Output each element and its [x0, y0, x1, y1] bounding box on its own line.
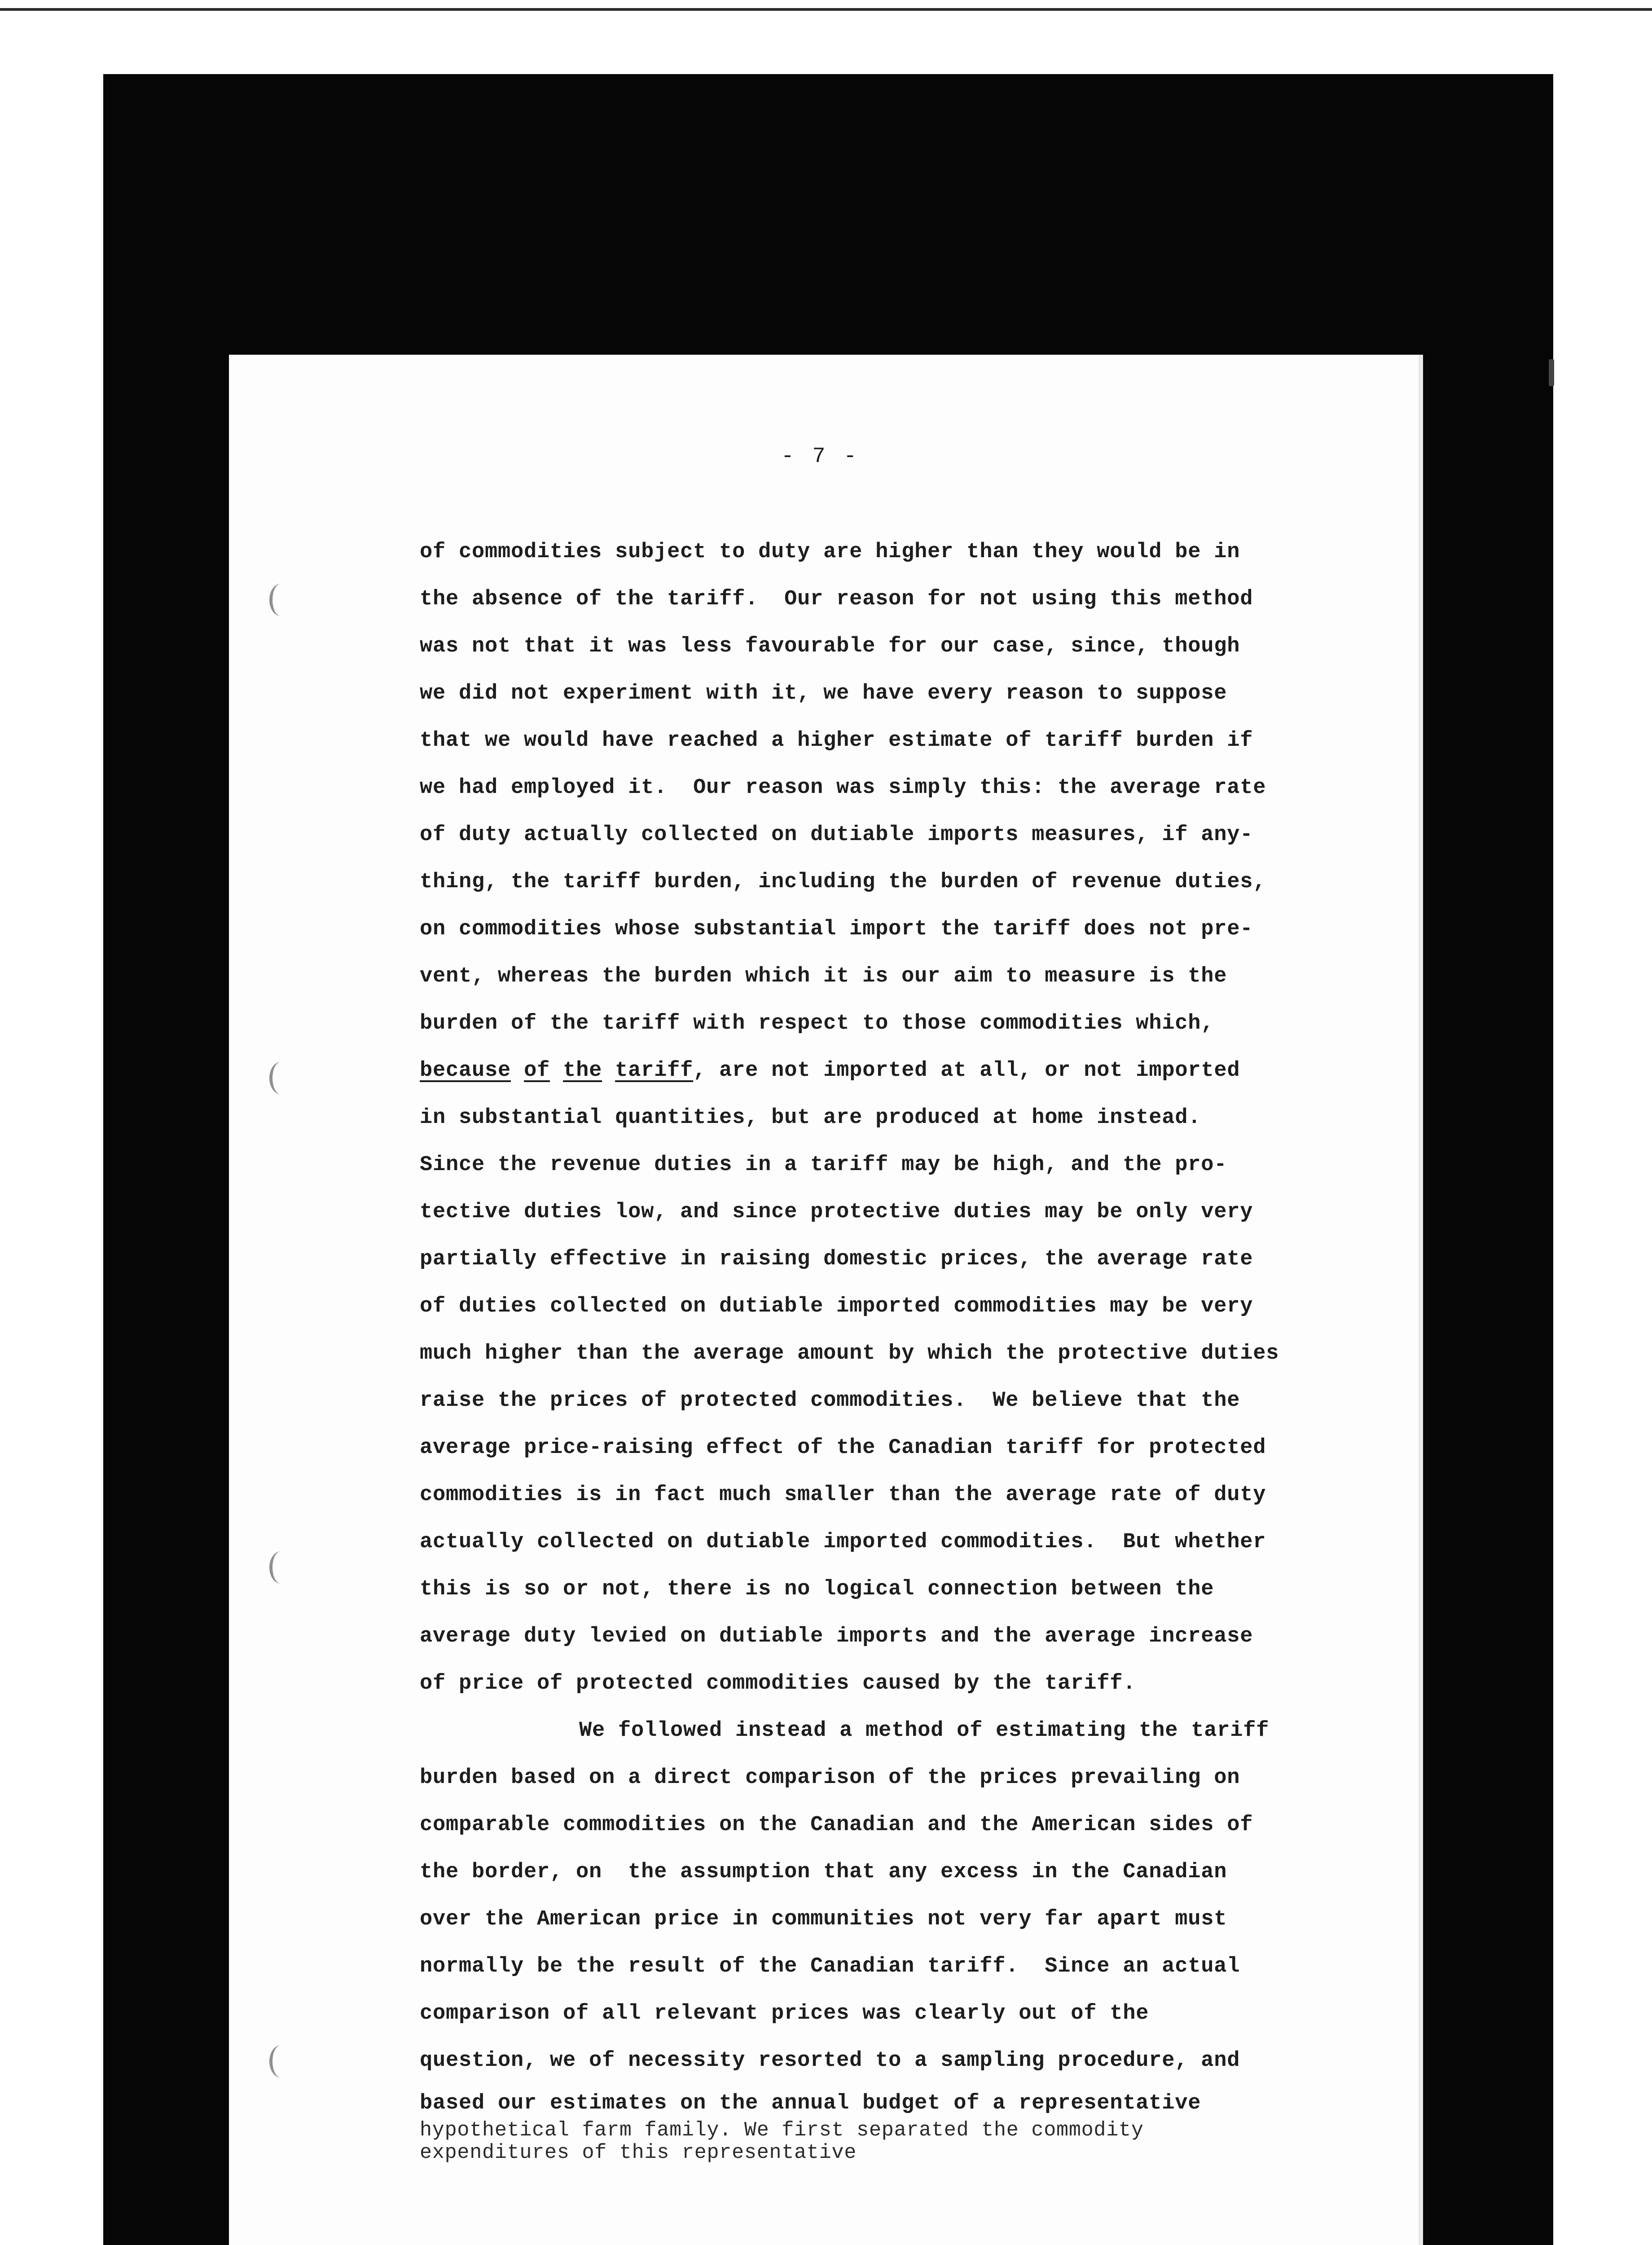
paragraph-start-line: We followed instead a method of estimating the tariff — [579, 1719, 1270, 1743]
text-line: vent, whereas the burden which it is our aim to measure is the — [420, 964, 1227, 988]
text-line: commodities is in fact much smaller than the average rate of duty — [420, 1483, 1266, 1507]
text-line: normally be the result of the Canadian tariff. Since an actual — [420, 1954, 1240, 1978]
text-line: comparison of all relevant prices was clearly out of the — [420, 2002, 1149, 2025]
line-remainder: , are not imported at all, or not imported — [693, 1059, 1240, 1083]
text-line: the absence of the tariff. Our reason for not using this method — [420, 587, 1253, 611]
text-line: was not that it was less favourable for our case, since, though — [420, 634, 1240, 658]
text-line: hypothetical farm family. We first separated the commodity — [420, 2119, 1144, 2142]
text-line: average duty levied on dutiable imports and the average increase — [420, 1624, 1253, 1648]
text-line: Since the revenue duties in a tariff may be high, and the pro- — [420, 1153, 1227, 1177]
punch-hole-icon — [269, 2045, 292, 2078]
text-line: expenditures of this representative — [420, 2141, 857, 2164]
text-line: much higher than the average amount by which the protective duties — [420, 1342, 1279, 1365]
text-line: thing, the tariff burden, including the burden of revenue duties, — [420, 870, 1266, 894]
text-line: this is so or not, there is no logical connection between the — [420, 1577, 1214, 1601]
film-edge-line — [0, 8, 1652, 11]
underlined-word: because — [420, 1059, 511, 1083]
text-line: on commodities whose substantial import the tariff does not pre- — [420, 917, 1253, 941]
text-line: we had employed it. Our reason was simply this: the average rate — [420, 776, 1266, 800]
punch-hole-icon — [269, 1062, 292, 1094]
page-edge — [1419, 355, 1423, 2245]
punch-hole-icon — [269, 1551, 292, 1584]
text-line: of price of protected commodities caused by the tariff. — [420, 1672, 1136, 1695]
underlined-word: tariff — [615, 1059, 694, 1083]
text-line: partially effective in raising domestic prices, the average rate — [420, 1247, 1253, 1271]
text-line: average price-raising effect of the Canadian tariff for protected — [420, 1436, 1266, 1460]
text-line: over the American price in communities not very far apart must — [420, 1907, 1227, 1931]
text-line: of duty actually collected on dutiable imports measures, if any- — [420, 823, 1253, 847]
text-line: burden of the tariff with respect to those commodities which, — [420, 1012, 1214, 1035]
text-line-underlined — [420, 1057, 1240, 1084]
underlined-word: of — [524, 1059, 550, 1083]
text-line: raise the prices of protected commodities. We believe that the — [420, 1389, 1240, 1413]
page-number: - 7 - — [781, 445, 860, 469]
text-line: comparable commodities on the Canadian and the American sides of — [420, 1813, 1253, 1837]
punch-hole-icon — [269, 584, 292, 616]
text-line: we did not experiment with it, we have every reason to suppose — [420, 682, 1227, 705]
text-line: question, we of necessity resorted to a sampling procedure, and — [420, 2049, 1240, 2073]
text-line: burden based on a direct comparison of the prices prevailing on — [420, 1766, 1240, 1790]
text-line: actually collected on dutiable imported commodities. But whether — [420, 1530, 1266, 1554]
text-line: of duties collected on dutiable imported commodities may be very — [420, 1294, 1253, 1318]
text-line: based our estimates on the annual budget of a representative — [420, 2091, 1201, 2115]
text-line: in substantial quantities, but are produced at home instead. — [420, 1106, 1201, 1130]
text-line: that we would have reached a higher estimate of tariff burden if — [420, 729, 1253, 753]
text-line: of commodities subject to duty are higher than they would be in — [420, 540, 1240, 564]
underlined-word: the — [563, 1059, 602, 1083]
film-speck — [1549, 359, 1554, 386]
text-line: the border, on the assumption that any excess in the Canadian — [420, 1860, 1227, 1884]
text-line: tective duties low, and since protective duties may be only very — [420, 1200, 1253, 1224]
